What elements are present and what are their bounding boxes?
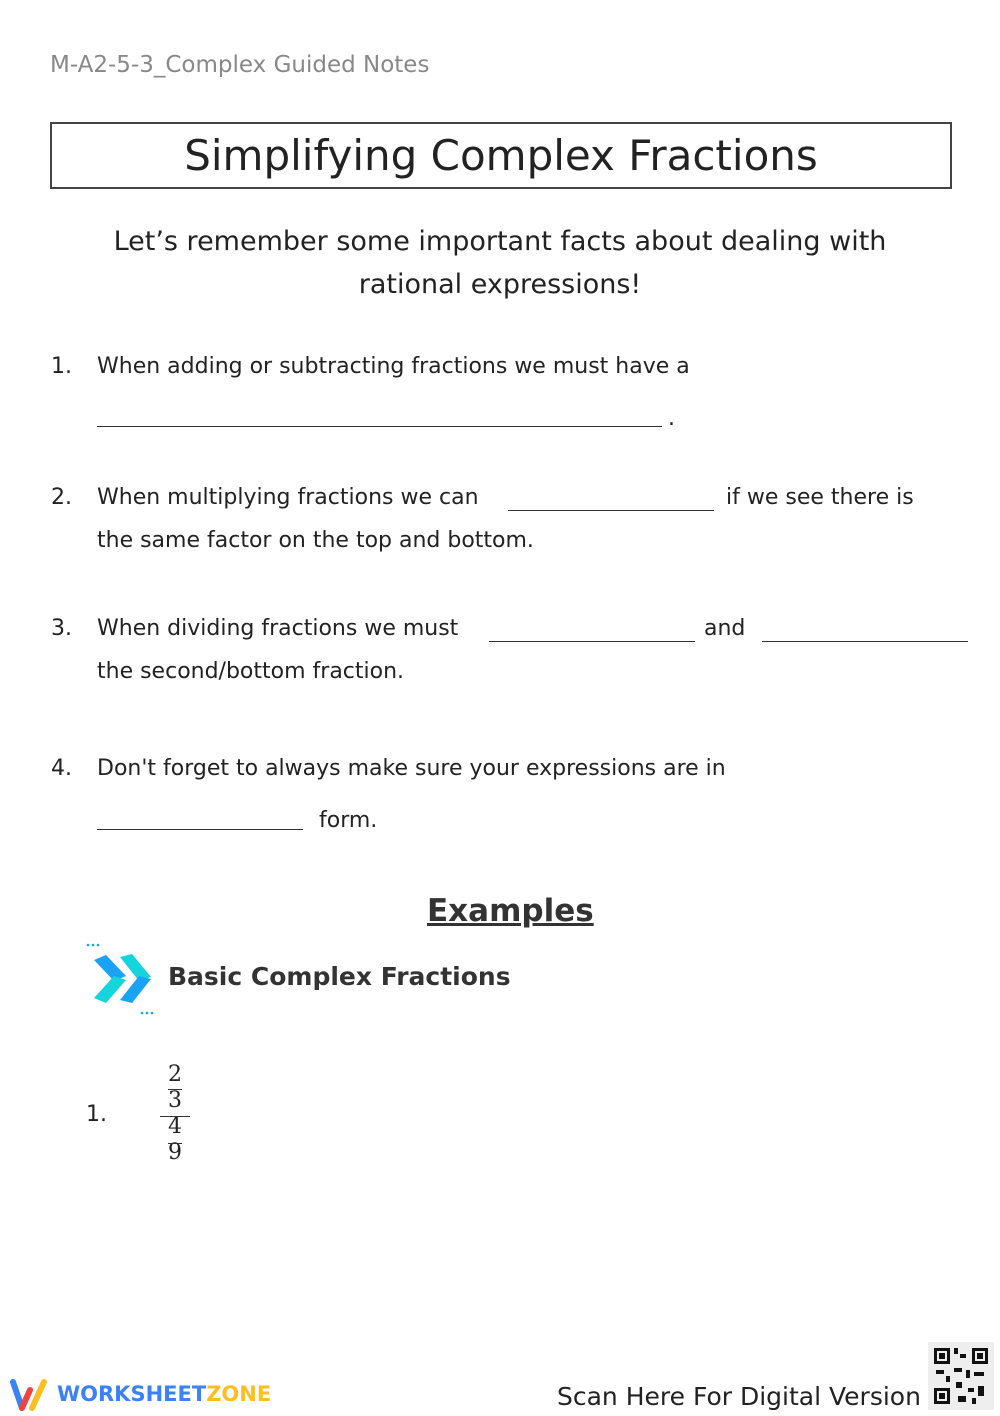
brand-part-a: WORKSHEET bbox=[57, 1382, 207, 1406]
item-text: the same factor on the top and bottom. bbox=[97, 528, 534, 553]
brand-part-b: ZONE bbox=[206, 1382, 272, 1406]
page-title: Simplifying Complex Fractions bbox=[50, 122, 952, 189]
main-fraction-bar bbox=[160, 1116, 190, 1117]
item-number: 1. bbox=[51, 354, 72, 379]
item-text: When adding or subtracting fractions we must have a bbox=[97, 354, 690, 379]
fraction-bar bbox=[168, 1143, 182, 1144]
blank-line[interactable] bbox=[97, 829, 303, 830]
intro-line-1: Let’s remember some important facts about dealing with bbox=[113, 226, 887, 257]
intro-line-2: rational expressions! bbox=[358, 269, 642, 300]
item-end: . bbox=[668, 406, 675, 431]
blank-line[interactable] bbox=[97, 426, 662, 427]
item-text: When multiplying fractions we can bbox=[97, 485, 479, 510]
blank-line[interactable] bbox=[508, 510, 714, 511]
item-text: if we see there is bbox=[726, 485, 914, 510]
item-text: and bbox=[704, 616, 746, 641]
complex-fraction bbox=[160, 1062, 190, 1166]
item-text: When dividing fractions we must bbox=[97, 616, 459, 641]
fraction-bar bbox=[168, 1089, 182, 1090]
item-number: 2. bbox=[51, 485, 72, 510]
qr-code-icon[interactable] bbox=[928, 1342, 994, 1410]
item-number: 4. bbox=[51, 756, 72, 781]
item-number: 3. bbox=[51, 616, 72, 641]
example-number: 1. bbox=[86, 1102, 107, 1127]
scan-label: Scan Here For Digital Version bbox=[557, 1382, 921, 1411]
item-text: Don't forget to always make sure your expressions are in bbox=[97, 756, 726, 781]
document-header: M-A2-5-3_Complex Guided Notes bbox=[50, 52, 430, 78]
numerator: 2 bbox=[168, 1062, 182, 1087]
denominator: 9 bbox=[168, 1140, 182, 1165]
brand-name bbox=[57, 1382, 271, 1406]
denominator: 3 bbox=[168, 1088, 182, 1113]
worksheetzone-logo-icon bbox=[10, 1378, 52, 1412]
item-text: the second/bottom fraction. bbox=[97, 659, 405, 684]
section-title: Basic Complex Fractions bbox=[168, 962, 511, 991]
blank-line[interactable] bbox=[762, 641, 968, 642]
item-text: form. bbox=[319, 808, 378, 833]
double-chevron-icon bbox=[84, 940, 156, 1018]
numerator: 4 bbox=[168, 1114, 182, 1139]
examples-heading: Examples bbox=[427, 893, 594, 929]
blank-line[interactable] bbox=[489, 641, 695, 642]
